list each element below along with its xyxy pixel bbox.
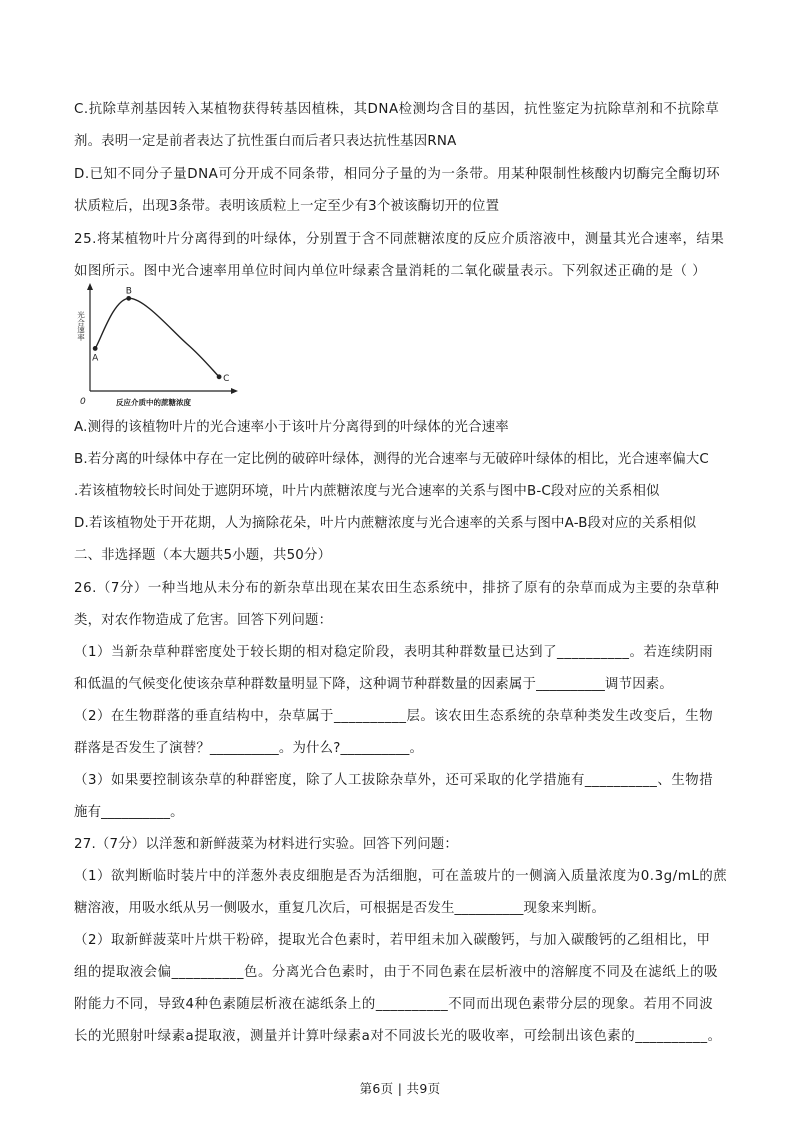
text-line: 状质粒后，出现3条带。表明该质粒上一定至少有3个被该酶切开的位置 [74, 199, 500, 214]
point-a [93, 346, 98, 351]
question-26-part-2: （2）在生物群落的垂直结构中，杂草属于__________层。该农田生态系统的杂草种类发生改变后，生物 [74, 709, 714, 724]
question-26-part-2: 群落是否发生了演替？__________。为什么?__________。 [74, 741, 424, 756]
x-axis-label: 反应介质中的蔗糖浓度 [116, 398, 191, 407]
point-b [126, 296, 131, 301]
question-25-stem: 如图所示。图中光合速率用单位时间内单位叶绿素含量消耗的二氧化碳量表示。下列叙述正确的是（ ） [74, 264, 707, 279]
y-axis-arrow [87, 283, 93, 290]
question-26-stem: 26.（7分）一种当地从未分布的新杂草出现在某农田生态系统中，排挤了原有的杂草而成为主要的杂草种 [74, 581, 720, 596]
point-b-label: B [125, 286, 132, 297]
question-27-stem: 27.（7分）以洋葱和新鲜菠菜为材料进行实验。回答下列问题： [74, 837, 458, 852]
point-a-label: A [92, 353, 99, 364]
text-line: 剂。表明一定是前者表达了抗性蛋白而后者只表达抗性基因RNA [74, 134, 457, 149]
x-axis-arrow [231, 388, 238, 394]
y-axis-label: 光合速率 [76, 311, 86, 341]
question-27-part-2: 组的提取液会偏__________色。分离光合色素时，由于不同色素在层析液中的溶解度不同及在滤纸上的吸 [74, 965, 719, 980]
series-line [95, 298, 219, 376]
option-c: .若该植物较长时间处于遮阴环境，叶片内蔗糖浓度与光合速率的关系与图中B-C段对应的关系相似 [74, 484, 660, 499]
section-heading: 二、非选择题（本大题共5小题，共50分） [74, 548, 332, 563]
question-26-part-3: 施有__________。 [74, 805, 184, 820]
option-b: B.若分离的叶绿体中存在一定比例的破碎叶绿体，测得的光合速率与无破碎叶绿体的相比，光合速率偏大C [74, 452, 709, 467]
question-27-part-2: （2）取新鲜菠菜叶片烘干粉碎，提取光合色素时，若甲组未加入碳酸钙，与加入碳酸钙的乙组相比，甲 [74, 933, 711, 948]
option-a: A.测得的该植物叶片的光合速率小于该叶片分离得到的叶绿体的光合速率 [74, 420, 509, 435]
question-26-part-1: （1）当新杂草种群密度处于较长期的相对稳定阶段，表明其种群数量已达到了__________。若连续阴雨 [74, 645, 714, 660]
question-27-part-1: （1）欲判断临时装片中的洋葱外表皮细胞是否为活细胞，可在盖玻片的一侧滴入质量浓度为0.3g/mL的蔗 [74, 869, 728, 884]
question-25-stem: 25.将某植物叶片分离得到的叶绿体，分别置于含不同蔗糖浓度的反应介质溶液中，测量其光合速率，结果 [74, 232, 725, 247]
photosynthesis-chart [78, 283, 238, 413]
question-26-part-1: 和低温的气候变化使该杂草种群数量明显下降，这种调节种群数量的因素属于__________调节因素。 [74, 677, 673, 692]
question-27-part-1: 糖溶液，用吸水纸从另一侧吸水，重复几次后，可根据是否发生__________现象来判断。 [74, 901, 606, 916]
page-footer: 第6页 | 共9页 [359, 1081, 441, 1096]
question-27-part-2: 附能力不同，导致4种色素随层析液在滤纸条上的__________不同而出现色素带分层的现象。若用不同波 [74, 997, 714, 1012]
question-26-part-3: （3）如果要控制该杂草的种群密度，除了人工拔除杂草外，还可采取的化学措施有__________、生物措 [74, 773, 714, 788]
point-c [217, 374, 222, 379]
option-d: D.若该植物处于开花期，人为摘除花朵，叶片内蔗糖浓度与光合速率的关系与图中A-B段对应的关系相似 [74, 516, 697, 531]
text-line: D.已知不同分子量DNA可分开成不同条带，相同分子量的为一条带。用某种限制性核酸内切酶完全酶切环 [74, 167, 721, 182]
origin-label: 0 [80, 397, 86, 407]
question-27-part-2: 长的光照射叶绿素a提取液，测量并计算叶绿素a对不同波长光的吸收率，可绘制出该色素的__________。 [74, 1029, 722, 1044]
text-line: C.抗除草剂基因转入某植物获得转基因植株，其DNA检测均含目的基因，抗性鉴定为抗除草剂和不抗除草 [74, 102, 720, 117]
question-26-stem: 类，对农作物造成了危害。回答下列问题： [74, 613, 333, 628]
point-c-label: C [223, 373, 230, 384]
